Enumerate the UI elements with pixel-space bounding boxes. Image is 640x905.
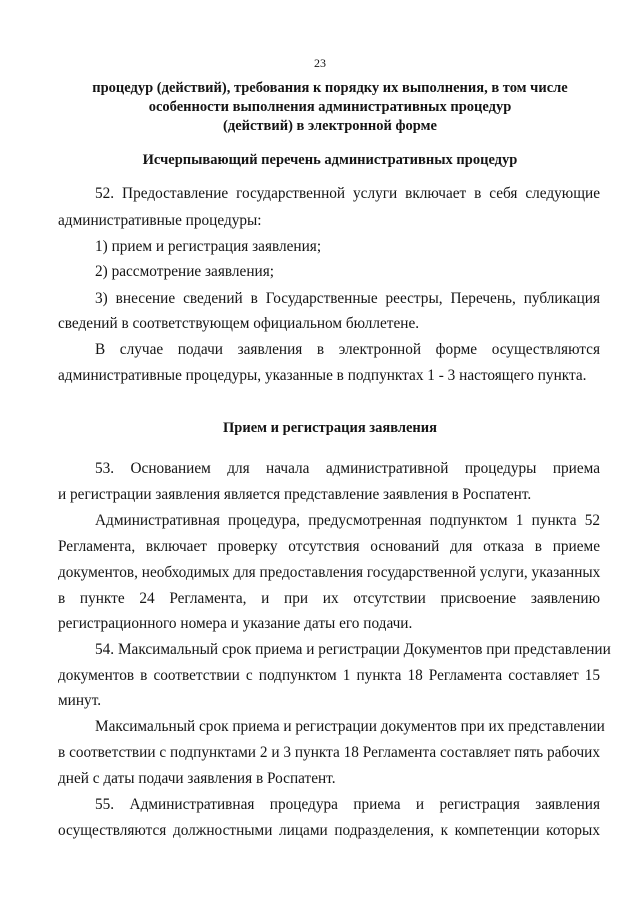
paragraph-line: В случае подачи заявления в электронной форме осуществляются	[95, 341, 600, 358]
paragraph-line: 52. Предоставление государственной услуги включает в себя следующие	[95, 185, 600, 202]
header-line-2: особенности выполнения административных процедур	[148, 99, 512, 115]
list-item: 3) внесение сведений в Государственные реестры, Перечень, публикация	[95, 290, 600, 307]
paragraph-line: 53. Основанием для начала административной процедуры приема	[95, 460, 600, 477]
paragraph-line: минут.	[58, 692, 102, 709]
paragraph-line: в пункте 24 Регламента, и при их отсутствии присвоение заявлению	[58, 590, 600, 607]
paragraph-line: административные процедуры, указанные в подпунктах 1 - 3 настоящего пункта.	[58, 367, 587, 384]
header-line-3: (действий) в электронной форме	[223, 118, 437, 134]
paragraph-line: документов в соответствии с подпунктом 1 пункта 18 Регламента составляет 15	[58, 667, 600, 684]
paragraph-line: в соответствии с подпунктами 2 и 3 пункта 18 Регламента составляет пять рабочих	[58, 744, 600, 761]
section-title-procedures: Исчерпывающий перечень административных процедур	[142, 152, 518, 168]
section-title-reception: Прием и регистрация заявления	[223, 420, 437, 436]
list-item: 1) прием и регистрация заявления;	[95, 238, 322, 255]
paragraph-line: осуществляются должностными лицами подразделения, к компетенции которых	[58, 822, 600, 839]
paragraph-line: 54. Максимальный срок приема и регистрации Документов при представлении	[95, 641, 611, 658]
paragraph-line: документов, необходимых для предоставления государственной услуги, указанных	[58, 564, 601, 581]
paragraph-line: 55. Административная процедура приема и регистрация заявления	[95, 796, 600, 813]
paragraph-line: Административная процедура, предусмотренная подпунктом 1 пункта 52	[95, 512, 600, 529]
paragraph-line: сведений в соответствующем официальном бюллетене.	[58, 315, 420, 332]
list-item: 2) рассмотрение заявления;	[95, 263, 274, 280]
header-line-1: процедур (действий), требования к порядку их выполнения, в том числе	[92, 80, 568, 96]
page-number: 23	[314, 56, 326, 70]
paragraph-line: Регламента, включает проверку отсутствия оснований для отказа в приеме	[58, 538, 600, 555]
paragraph-line: дней с даты подачи заявления в Роспатент.	[58, 770, 336, 787]
paragraph-line: Максимальный срок приема и регистрации документов при их представлении	[95, 718, 605, 735]
paragraph-line: и регистрации заявления является представление заявления в Роспатент.	[58, 486, 532, 503]
paragraph-line: регистрационного номера и указание даты его подачи.	[58, 615, 413, 632]
paragraph-line: административные процедуры:	[58, 212, 262, 229]
